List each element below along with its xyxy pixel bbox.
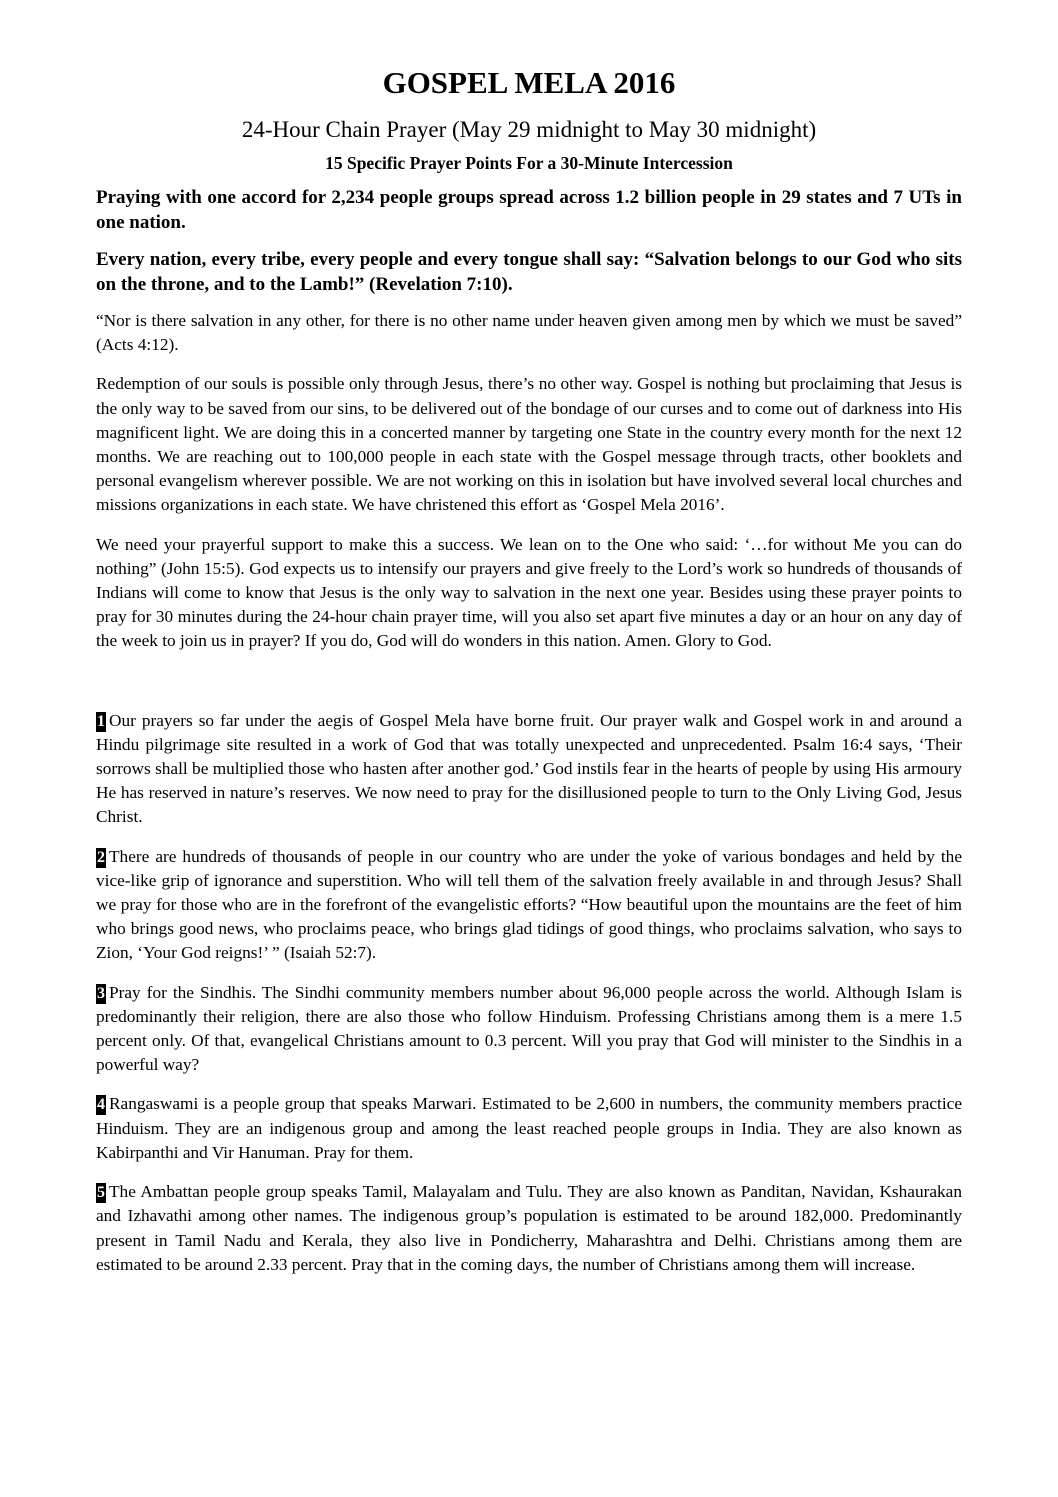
lead-statement-2: Every nation, every tribe, every people and every tongue shall say: “Salvation belongs to our God who sits on the throne, and to the Lamb!” (Revelation 7:10). bbox=[96, 249, 962, 295]
prayer-point bbox=[96, 1180, 962, 1277]
prayer-point-number: 2 bbox=[97, 848, 105, 866]
prayer-point-number: 4 bbox=[97, 1096, 105, 1114]
prayer-point-text: There are hundreds of thousands of people in our country who are under the yoke of various bondages and held by the vice-like grip of ignorance and superstition. Who will tell them of the salvation freely available in and through Jesus? Shall we pray for those who are in the forefront of the evangelistic efforts? “How beautiful upon the mountains are the feet of him who brings good news, who proclaims peace, who brings glad tidings of good things, who proclaims salvation, who says to Zion, ‘Your God reigns!’ ” (Isaiah 52:7). bbox=[96, 846, 962, 963]
prayer-point-text: Our prayers so far under the aegis of Gospel Mela have borne fruit. Our prayer walk and Gospel work in and around a Hindu pilgrimage site resulted in a work of God that was totally unexpected and unprecedented. Psalm 16:4 says, ‘Their sorrows shall be multiplied those who hasten after another god.’ God instils fear in the hearts of people by using His armoury He has reserved in nature’s reserves. We now need to pray for the disillusioned people to turn to the Only Living God, Jesus Christ. bbox=[96, 710, 962, 827]
intro-paragraph: “Nor is there salvation in any other, for there is no other name under heaven given among men by which we must be saved” (Acts 4:12). bbox=[96, 311, 962, 355]
prayer-point bbox=[96, 1092, 962, 1165]
prayer-point-number: 5 bbox=[97, 1184, 105, 1202]
intro-paragraph: Redemption of our souls is possible only through Jesus, there’s no other way. Gospel is nothing but proclaiming that Jesus is the only way to be saved from our sins, to be delivered out of the bondage of our curses and to come out of darkness into His magnificent light. We are doing this in a concerted manner by targeting one State in the country every month for the next 12 months. We are reaching out to 100,000 people in each state with the Gospel message through tracts, other booklets and personal evangelism wherever possible. We are not working on this in isolation but have involved several local churches and missions organizations in each state. We have christened this effort as ‘Gospel Mela 2016’. bbox=[96, 374, 962, 515]
document-title: GOSPEL MELA 2016 bbox=[382, 65, 676, 100]
prayer-point bbox=[96, 845, 962, 966]
section-spacer bbox=[96, 669, 962, 709]
prayer-point-text: Rangaswami is a people group that speaks Marwari. Estimated to be 2,600 in numbers, the community members practice Hinduism. They are an indigenous group and among the least reached people groups in India. They are also known as Kabirpanthi and Vir Hanuman. Pray for them. bbox=[96, 1094, 962, 1162]
prayer-point-text: The Ambattan people group speaks Tamil, Malayalam and Tulu. They are also known as Panditan, Navidan, Kshaurakan and Izhavathi among other names. The indigenous group’s population is estimated to be around 182,000. Predominantly present in Tamil Nadu and Kerala, they also live in Pondicherry, Maharashtra and Delhi. Christians among them are estimated to be around 2.33 percent. Pray that in the coming days, the number of Christians among them will increase. bbox=[96, 1182, 962, 1274]
intro-paragraph: We need your prayerful support to make this a success. We lean on to the One who said: ‘…for without Me you can do nothing” (John 15:5). God expects us to intensify our prayers and give freely to the Lord’s work so hundreds of thousands of Indians will come to know that Jesus is the only way to salvation in the next one year. Besides using these prayer points to pray for 30 minutes during the 24-hour chain prayer time, will you also set apart five minutes a day or an hour on any day of the week to join us in prayer? If you do, God will do wonders in this nation. Amen. Glory to God. bbox=[96, 534, 962, 651]
document-subtitle: 24-Hour Chain Prayer (May 29 midnight to May 30 midnight) bbox=[241, 117, 817, 142]
document-page bbox=[96, 64, 962, 1292]
prayer-point-text: Pray for the Sindhis. The Sindhi community members number about 96,000 people across the world. Although Islam is predominantly their religion, there are also those who follow Hinduism. Professing Christians among them is a mere 1.5 percent only. Of that, evangelical Christians amount to 0.3 percent. Will you pray that God will minister to the Sindhis in a powerful way? bbox=[96, 982, 962, 1075]
lead-statement-1: Praying with one accord for 2,234 people groups spread across 1.2 billion people in 29 states and 7 UTs in one nation. bbox=[96, 187, 962, 233]
prayer-point bbox=[96, 709, 962, 830]
prayer-point-number: 1 bbox=[97, 712, 105, 730]
prayer-point bbox=[96, 981, 962, 1078]
document-subheading: 15 Specific Prayer Points For a 30-Minute Intercession bbox=[325, 153, 733, 173]
prayer-point-number: 3 bbox=[97, 984, 105, 1002]
